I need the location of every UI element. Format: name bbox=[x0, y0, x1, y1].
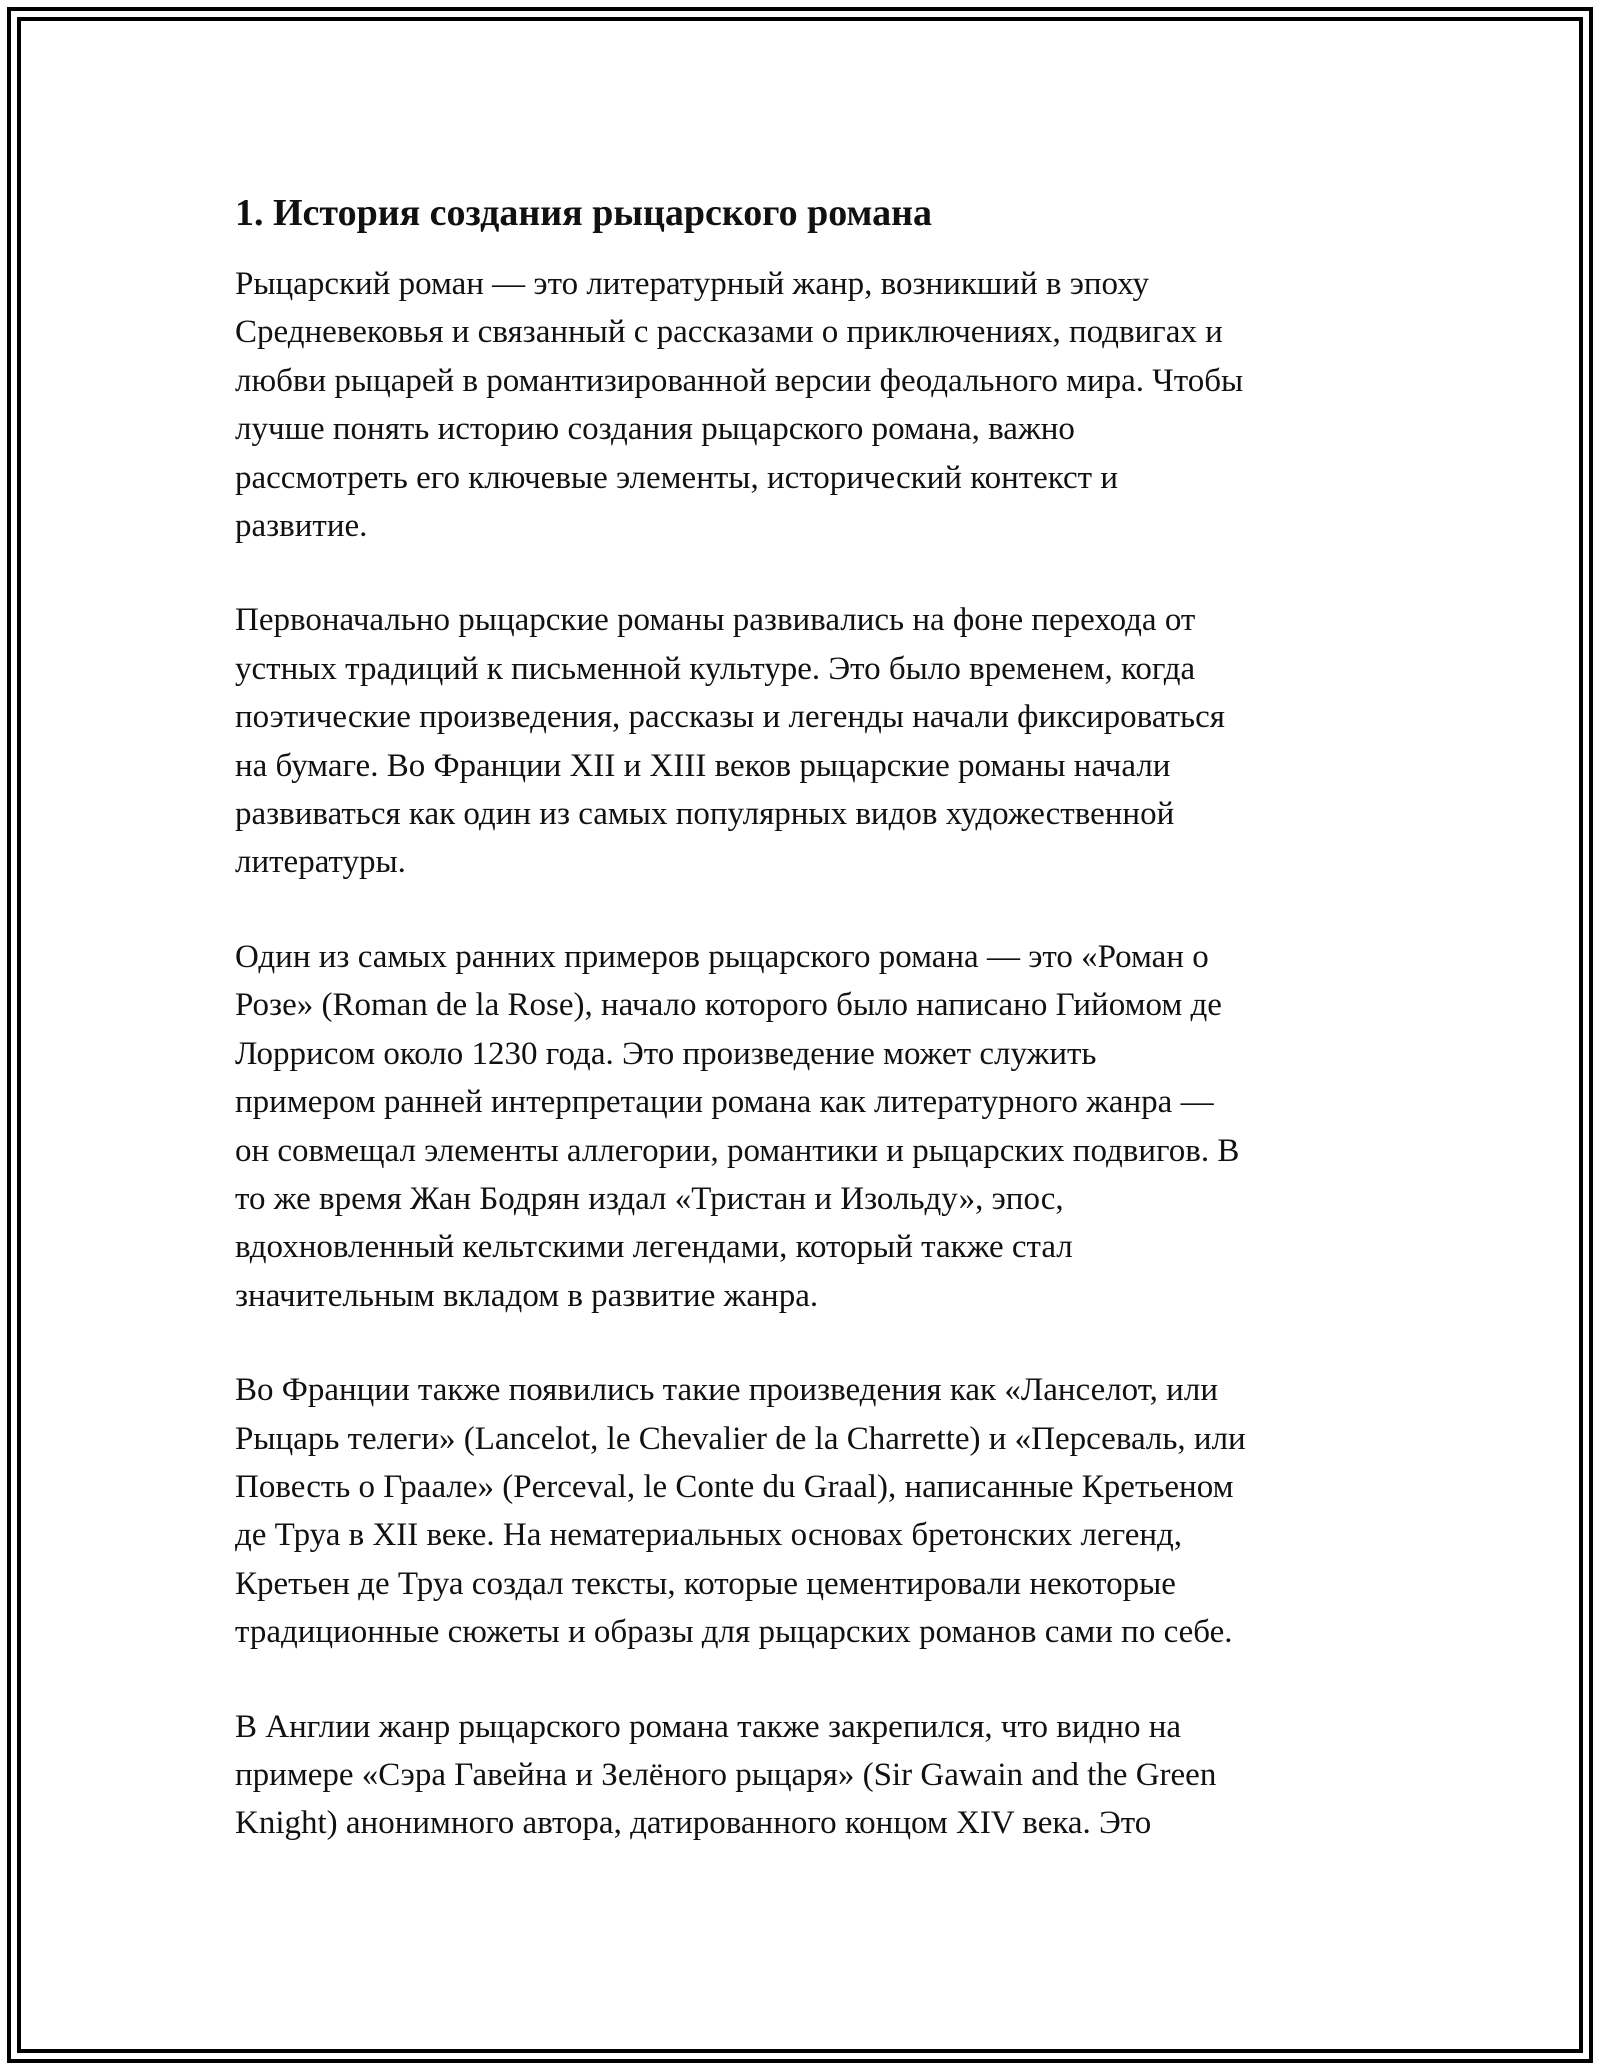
text-line: примером ранней интерпретации романа как литературного жанра — bbox=[235, 1084, 1214, 1121]
text-line: Один из самых ранних примеров рыцарского романа — это «Роман о bbox=[235, 938, 1209, 975]
document-page bbox=[235, 188, 1385, 1894]
text-line: литературы. bbox=[235, 844, 406, 881]
text-line: примере «Сэра Гавейна и Зелёного рыцаря» (Sir Gawain and the Green bbox=[235, 1756, 1217, 1793]
paragraph-5 bbox=[235, 1703, 1385, 1848]
text-line: то же время Жан Бодрян издал «Тристан и Изольду», эпос, bbox=[235, 1180, 1064, 1217]
text-line: поэтические произведения, рассказы и легенды начали фиксироваться bbox=[235, 699, 1225, 736]
text-line: развитие. bbox=[235, 508, 368, 545]
text-line: Розе» (Roman de la Rose), начало которого было написано Гийомом де bbox=[235, 987, 1222, 1024]
text-line: вдохновленный кельтскими легендами, который также стал bbox=[235, 1229, 1073, 1266]
text-line: он совмещал элементы аллегории, романтики и рыцарских подвигов. В bbox=[235, 1132, 1240, 1169]
paragraph-2 bbox=[235, 596, 1385, 886]
text-line: на бумаге. Во Франции XII и XIII веков рыцарские романы начали bbox=[235, 747, 1171, 784]
text-line: В Англии жанр рыцарского романа также закрепился, что видно на bbox=[235, 1708, 1182, 1745]
text-line: Лоррисом около 1230 года. Это произведение может служить bbox=[235, 1035, 1097, 1072]
text-line: Рыцарь телеги» (Lancelot, le Chevalier de la Charrette) и «Персеваль, или bbox=[235, 1420, 1246, 1457]
text-line: де Труа в XII веке. На нематериальных основах бретонских легенд, bbox=[235, 1517, 1183, 1554]
paragraph-1 bbox=[235, 260, 1385, 550]
text-line: лучше понять историю создания рыцарского романа, важно bbox=[235, 411, 1075, 448]
text-line: Первоначально рыцарские романы развивались на фоне перехода от bbox=[235, 602, 1196, 639]
text-line: любви рыцарей в романтизированной версии феодального мира. Чтобы bbox=[235, 362, 1244, 399]
text-line: традиционные сюжеты и образы для рыцарских романов сами по себе. bbox=[235, 1614, 1233, 1651]
text-line: Рыцарский роман — это литературный жанр, возникший в эпоху bbox=[235, 266, 1149, 302]
paragraph-3 bbox=[235, 933, 1385, 1320]
text-line: развиваться как один из самых популярных видов художественной bbox=[235, 796, 1175, 833]
text-line: значительным вкладом в развитие жанра. bbox=[235, 1277, 819, 1314]
text-line: рассмотреть его ключевые элементы, исторический контекст и bbox=[235, 459, 1118, 496]
text-line: Средневековья и связанный с рассказами о приключениях, подвигах и bbox=[235, 314, 1223, 351]
text-line: Knight) анонимного автора, датированного концом XIV века. Это bbox=[235, 1805, 1152, 1842]
text-line: Во Франции также появились такие произведения как «Ланселот, или bbox=[235, 1372, 1218, 1409]
text-line: Кретьен де Труа создал тексты, которые цементировали некоторые bbox=[235, 1565, 1176, 1602]
text-line: устных традиций к письменной культуре. Это было временем, когда bbox=[235, 650, 1196, 687]
text-line: Повесть о Граале» (Perceval, le Conte du Graal), написанные Кретьеном bbox=[235, 1468, 1234, 1505]
paragraph-4 bbox=[235, 1366, 1385, 1656]
section-heading: 1. История создания рыцарского романа bbox=[235, 192, 933, 234]
